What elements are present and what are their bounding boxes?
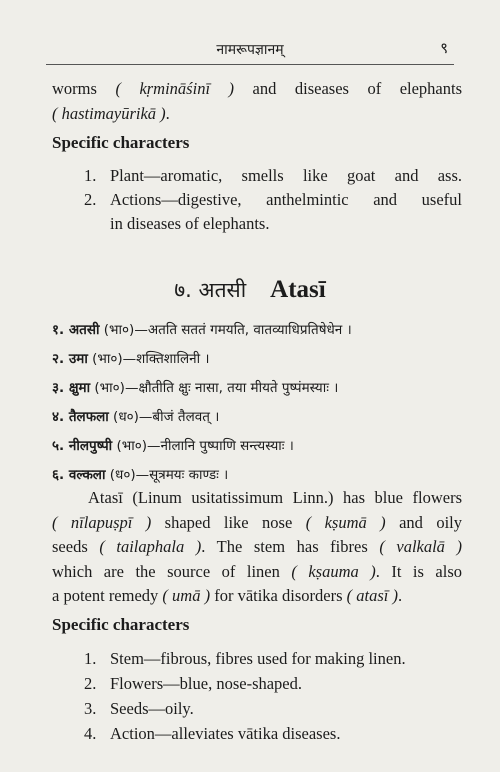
list-item: 1. Stem—fibrous, fibres used for making linen. [84, 649, 406, 668]
list-item: 2. Flowers—blue, nose-shaped. [84, 674, 303, 693]
sanskrit-term: ( kṛmināśinī ) [115, 79, 235, 98]
synonym-list [52, 316, 472, 490]
synonym-row: १. अतसी (भा०)—अतति सततं गमयति, वातव्याधिप्रतिषेधेन । [52, 322, 352, 338]
list-item: 3. Seeds—oily. [84, 699, 194, 718]
page-number: ९ [440, 39, 448, 57]
header-rule [46, 64, 454, 65]
text-run: . [165, 104, 170, 123]
specific-characters-heading: Specific characters [52, 133, 190, 152]
list-item: 2. Actions—digestive, anthelmintic and useful in diseases of elephants. [84, 190, 462, 233]
section-title [0, 276, 500, 304]
continued-text [52, 76, 462, 126]
synonym-row: ५. नीलपुष्पी (भा०)—नीलानि पुष्पाणि सन्त्यस्याः । [52, 438, 294, 454]
list-item: 4. Action—alleviates vātika diseases. [84, 724, 341, 743]
specific-characters-heading-2: Specific characters [52, 615, 190, 634]
running-header [0, 38, 500, 62]
header-title: नामरूपज्ञानम् [216, 42, 284, 58]
description-paragraph: Atasī (Linum usitatissimum Linn.) has blue flowers ( nīlapuṣpī ) shaped like nose ( kṣumā ) and oily seeds ( tailaphala ). The stem has fibres ( valkalā ) which are the source of linen ( kṣauma ). It is also a potent remedy ( umā ) for vātika disorders ( atasī ). [52, 488, 463, 605]
sanskrit-term: ( hastimayūrikā ) [52, 104, 166, 123]
section-title-devanagari: ७. अतसी [174, 278, 247, 302]
synonym-row: २. उमा (भा०)—शक्तिशालिनी । [52, 351, 210, 367]
text-run: worms [52, 79, 116, 98]
specific-characters-list [52, 164, 462, 236]
list-item: 1. Plant—aromatic, smells like goat and ass. [84, 166, 462, 185]
section-title-latin: Atasī [270, 276, 326, 303]
synonym-row: ३. क्षुमा (भा०)—क्षौतीति क्षुः नासा, तया मीयते पुष्पंमस्याः । [52, 380, 339, 396]
synonym-row: ४. तैलफला (ध०)—बीजं तैलवत् । [52, 409, 220, 425]
synonym-row: ६. वल्कला (ध०)—सूत्रमयः काण्डः । [52, 467, 229, 483]
specific-characters-list-2 [52, 646, 462, 746]
text-run: and diseases of elephants [234, 79, 463, 98]
